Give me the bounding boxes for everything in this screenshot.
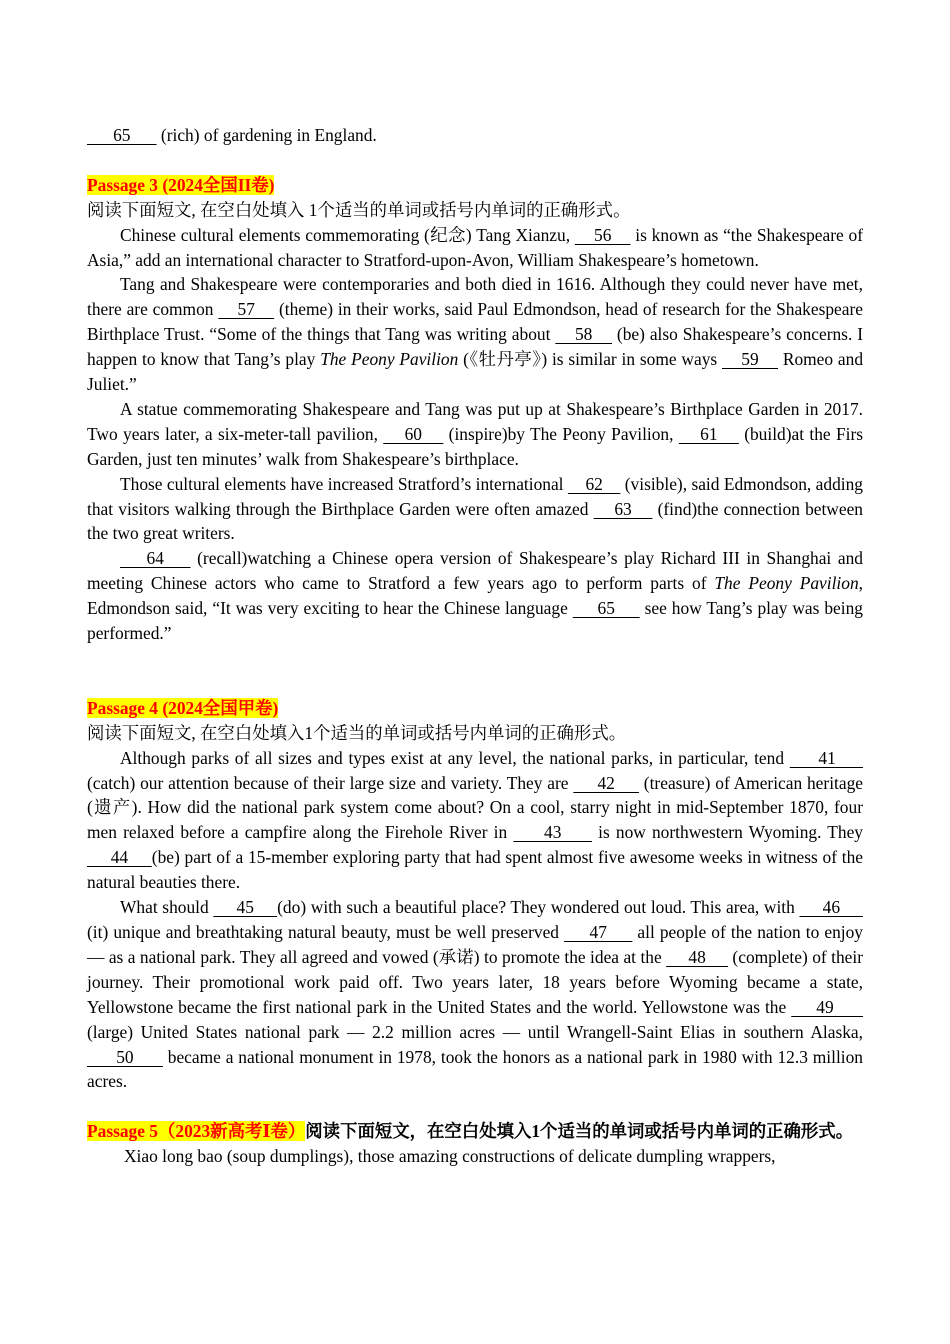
text: all people of the nation to enjoy — as a national park. They all agreed and vowed (承诺) to promote the idea at the (87, 921, 863, 967)
blank-48: 48 (666, 946, 728, 967)
text: (inspire)by The Peony Pavilion, (443, 423, 679, 444)
blank-61: 61 (678, 423, 739, 444)
text: (it) unique and breathtaking natural beauty, must be well preserved (87, 921, 565, 942)
text: A statue commemorating Shakespeare and Tang was put up at Shakespeare’s Birthplace Garden in 2017. Two years later, a six-meter-tall pavilion, (87, 398, 863, 444)
passage4-paragraph-1 (87, 746, 863, 895)
text: Chinese cultural elements commemorating (纪念) Tang Xianzu, (120, 224, 575, 245)
passage3-paragraph-4 (87, 472, 863, 547)
text: (catch) our attention because of their large size and variety. They are (87, 772, 574, 793)
text: (treasure) of American heritage (遗产). How did the national park system come about? On a cool, starry night in mid-September 1870, four men relaxed before a campfire along the Firehole River in (87, 772, 863, 843)
blank-44: 44 (87, 847, 152, 868)
play-title: The Peony Pavilion (714, 573, 859, 594)
blank-56: 56 (574, 224, 631, 245)
play-title: The Peony Pavilion (320, 349, 459, 370)
passage3-instruction: 阅读下面短文, 在空白处填入 1个适当的单词或括号内单词的正确形式。 (87, 199, 631, 220)
text: (be) also Shakespeare’s concerns. I happen to know that Tang’s play (87, 324, 864, 370)
text: (do) with such a beautiful place? They wondered out loud. This area, with (277, 897, 800, 918)
text: (visible), said Edmondson, adding that visitors walking through the Birthplace Garden were often amazed (87, 473, 863, 519)
text: (build)at the Firs Garden, just ten minutes’ walk from Shakespeare’s birthplace. (87, 423, 864, 469)
passage4-instruction: 阅读下面短文, 在空白处填入1个适当的单词或括号内单词的正确形式。 (87, 722, 627, 743)
blank-59: 59 (722, 349, 779, 370)
text: (《牡丹亭》) is similar in some ways (458, 349, 722, 370)
passage3-paragraph-2 (87, 272, 863, 397)
text: Romeo and Juliet.” (87, 349, 864, 395)
blank-43: 43 (513, 822, 593, 843)
blank-62: 62 (567, 473, 621, 494)
text: (find)the connection between the two great writers. (87, 498, 864, 544)
blank-46: 46 (799, 897, 863, 918)
passage2-tail (87, 123, 863, 148)
text: , Edmondson said, “It was very exciting to hear the Chinese language (87, 573, 863, 619)
text: see how Tang’s play was being performed.” (87, 598, 863, 644)
blank-49: 49 (791, 996, 864, 1017)
text: is known as “the Shakespeare of Asia,” add an international character to Stratford-upon-Avon, William Shakespeare’s hometown. (87, 224, 864, 270)
spacer (87, 1094, 863, 1119)
passage4-paragraph-2 (87, 895, 863, 1094)
spacer (87, 148, 863, 173)
text: is now northwestern Wyoming. They (592, 822, 863, 843)
passage5-heading: Passage 5（2023新高考Ⅰ卷） (87, 1121, 306, 1142)
blank-65-passage2: 65 (87, 125, 157, 145)
text: (large) United States national park — 2.2 million acres — until Wrangell-Saint Elias in southern Alaska, (87, 1021, 863, 1042)
text: Tang and Shakespeare were contemporaries and both died in 1616. Although they could never have met, there are common (87, 274, 863, 320)
passage5-instruction: 阅读下面短文，在空白处填入1个适当的单词或括号内单词的正确形式。 (305, 1121, 854, 1142)
text: Those cultural elements have increased Stratford’s international (120, 473, 568, 494)
blank-45: 45 (213, 897, 278, 918)
blank-41: 41 (789, 747, 863, 768)
passage4-heading-line (87, 696, 863, 721)
passage4-heading: Passage 4 (2024全国甲卷) (87, 697, 279, 718)
passage3-paragraph-1 (87, 223, 863, 273)
text: (theme) in their works, said Paul Edmondson, head of research for the Shakespeare Birthplace Trust. “Some of the things that Tang was writing about (87, 299, 864, 345)
blank-64: 64 (120, 548, 191, 569)
blank-42: 42 (573, 772, 639, 793)
passage3-paragraph-3 (87, 397, 863, 472)
passage5-heading-line (87, 1119, 863, 1144)
blank-63: 63 (593, 498, 653, 519)
text: Although parks of all sizes and types exist at any level, the national parks, in particular, tend (120, 747, 790, 768)
blank-60: 60 (383, 423, 444, 444)
passage3-paragraph-5 (87, 546, 863, 646)
document-page (87, 123, 863, 1169)
text: (be) part of a 15-member exploring party that had spent almost five awesome weeks in witness of the natural beauties there. (87, 847, 864, 893)
text: What should (120, 897, 214, 918)
blank-58: 58 (555, 324, 612, 345)
blank-47: 47 (564, 921, 633, 942)
passage2-tail-text: (rich) of gardening in England. (156, 125, 377, 145)
passage3-heading: Passage 3 (2024全国II卷) (87, 174, 275, 195)
blank-57: 57 (218, 299, 275, 320)
text: became a national monument in 1978, took the honors as a national park in 1980 with 12.3 million acres. (87, 1046, 864, 1092)
text: (complete) of their journey. Their promotional work paid off. Two years later, 18 years before Wyoming became a state, Yellowstone became the first national park in the United States and the world. Yellowstone was the (87, 946, 863, 1017)
text: (recall)watching a Chinese opera version of Shakespeare’s play Richard III in Shanghai and meeting Chinese actors who came to Stratford a few years ago to perform parts of (87, 548, 864, 594)
blank-65: 65 (572, 598, 640, 619)
passage3-heading-line (87, 173, 863, 198)
blank-50: 50 (87, 1046, 163, 1067)
passage5-paragraph-1: Xiao long bao (soup dumplings), those amazing constructions of delicate dumpling wrappers, (124, 1146, 776, 1167)
spacer (87, 646, 863, 696)
